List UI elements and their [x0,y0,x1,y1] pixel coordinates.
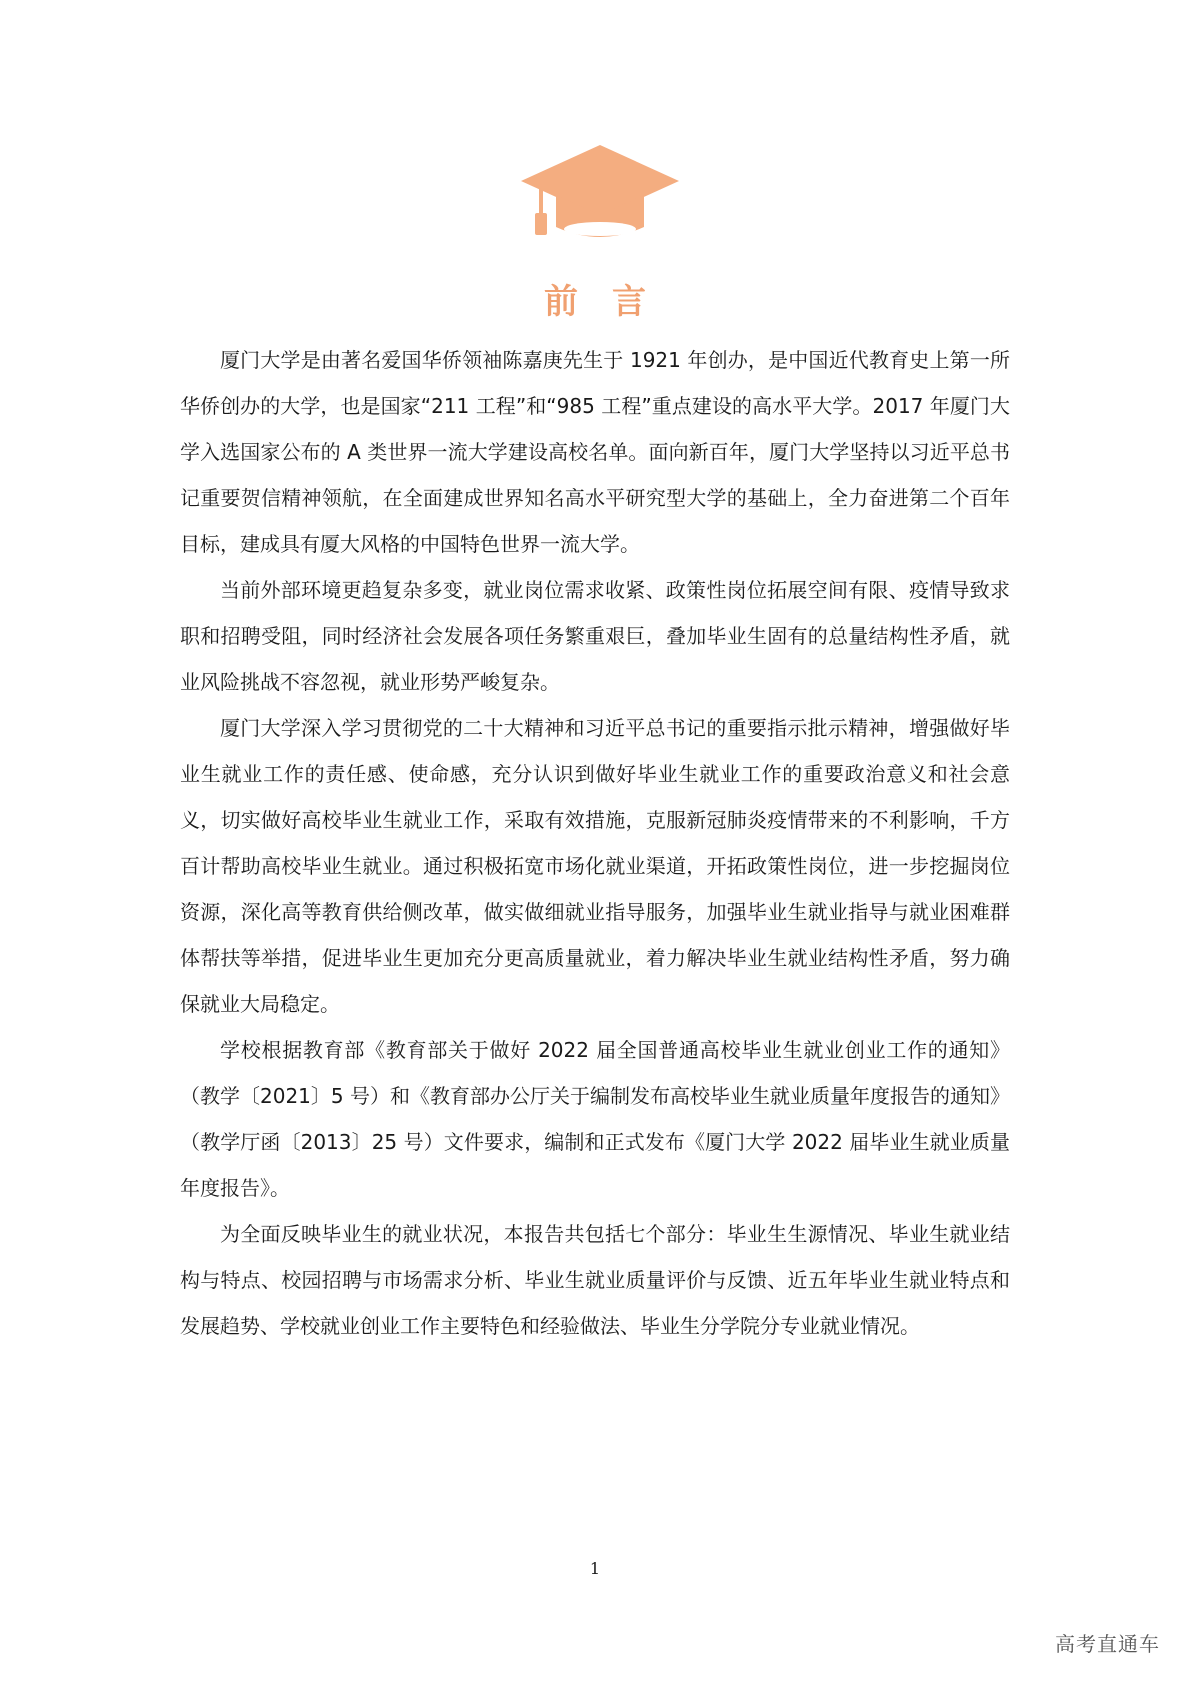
watermark: 高考直通车 [1055,1632,1160,1656]
paragraph: 当前外部环境更趋复杂多变，就业岗位需求收紧、政策性岗位拓展空间有限、疫情导致求职和招聘受阻，同时经济社会发展各项任务繁重艰巨，叠加毕业生固有的总量结构性矛盾，就业风险挑战不容忽视，就业形势严峻复杂。 [180,578,1010,694]
paragraph: 厦门大学是由著名爱国华侨领袖陈嘉庚先生于 1921 年创办，是中国近代教育史上第一所华侨创办的大学，也是国家“211 工程”和“985 工程”重点建设的高水平大学。2017 年厦门大学入选国家公布的 A 类世界一流大学建设高校名单。面向新百年，厦门大学坚持以习近平总书记重要贺信精神领航，在全面建成世界知名高水平研究型大学的基础上，全力奋进第二个百年目标，建成具有厦大风格的中国特色世界一流大学。 [180,348,1010,556]
paragraph: 学校根据教育部《教育部关于做好 2022 届全国普通高校毕业生就业创业工作的通知》（教学〔2021〕5 号）和《教育部办公厅关于编制发布高校毕业生就业质量年度报告的通知》（教学厅函〔2013〕25 号）文件要求，编制和正式发布《厦门大学 2022 届毕业生就业质量年度报告》。 [180,1038,1010,1200]
page-number: 1 [589,1559,601,1578]
page-title: 前言 [544,282,680,322]
paragraph: 厦门大学深入学习贯彻党的二十大精神和习近平总书记的重要指示批示精神，增强做好毕业生就业工作的责任感、使命感，充分认识到做好毕业生就业工作的重要政治意义和社会意义，切实做好高校毕业生就业工作，采取有效措施，克服新冠肺炎疫情带来的不利影响，千方百计帮助高校毕业生就业。通过积极拓宽市场化就业渠道，开拓政策性岗位，进一步挖掘岗位资源，深化高等教育供给侧改革，做实做细就业指导服务，加强毕业生就业指导与就业困难群体帮扶等举措，促进毕业生更加充分更高质量就业，着力解决毕业生就业结构性矛盾，努力确保就业大局稳定。 [180,716,1010,1016]
paragraph: 为全面反映毕业生的就业状况，本报告共包括七个部分：毕业生生源情况、毕业生就业结构与特点、校园招聘与市场需求分析、毕业生就业质量评价与反馈、近五年毕业生就业特点和发展趋势、学校就业创业工作主要特色和经验做法、毕业生分学院分专业就业情况。 [180,1222,1010,1338]
graduation-cap-icon [519,143,681,245]
body-text [180,337,1010,1349]
